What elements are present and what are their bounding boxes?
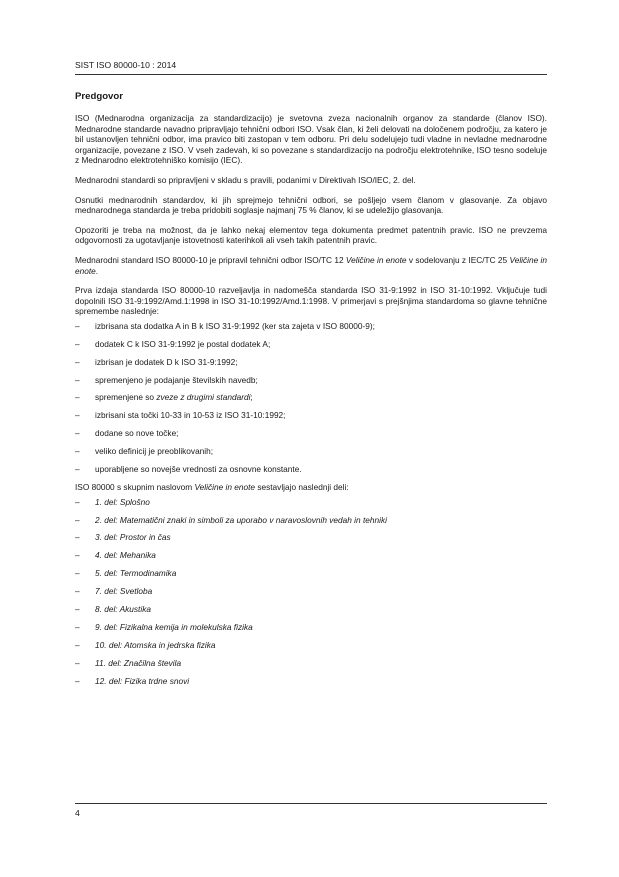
paragraph-patents: Opozoriti je treba na možnost, da je lahko nekaj elementov tega dokumenta predmet patentnih pravic. ISO ne prevzema odgovornosti za ugotavljanje istovetnosti katerihkoli ali vseh takih patentnih pravic.	[75, 224, 547, 246]
part-item	[75, 658, 547, 669]
part-item	[75, 568, 547, 579]
changes-list	[75, 321, 547, 475]
part-item	[75, 622, 547, 633]
part-title: 12. del: Fizika trdne snovi	[95, 676, 190, 687]
change-text-after: ;	[250, 392, 253, 403]
part-title: 9. del: Fizikalna kemija in molekulska fizika	[95, 622, 253, 633]
dash-marker: –	[75, 464, 80, 475]
part-item	[75, 497, 547, 508]
change-text: izbrisan je dodatek D k ISO 31-9:1992;	[95, 356, 238, 367]
change-item	[75, 392, 547, 403]
page-number: 4	[75, 808, 80, 818]
part-title: 2. del: Matematični znaki in simboli za uporabo v naravoslovnih vedah in tehniki	[95, 514, 387, 525]
dash-marker: –	[75, 338, 80, 349]
dash-marker: –	[75, 514, 80, 525]
dash-marker: –	[75, 586, 80, 597]
change-text: veliko definicij je preoblikovanih;	[95, 446, 214, 457]
change-item	[75, 357, 547, 368]
dash-marker: –	[75, 392, 80, 403]
change-text-italic: zveze z drugimi standardi	[156, 392, 251, 403]
series-text-before: ISO 80000 s skupnim naslovom	[75, 481, 195, 492]
series-text-after: sestavljajo naslednji deli:	[255, 481, 349, 492]
tc-text-italic-1: Veličine in enote	[345, 254, 407, 265]
part-title: 1. del: Splošno	[95, 496, 150, 507]
part-item	[75, 550, 547, 561]
paragraph-iso-intro: ISO (Mednarodna organizacija za standardizacijo) je svetovna zveza nacionalnih organov za standarde (članov ISO). Mednarodne standarde navadno pripravljajo tehnični odbori ISO. Vsak član, ki želi delovati na določenem področju, za katero je bil ustanovljen tehnični odbor, ima pravico biti zastopan v tem odboru. Pri delu sodelujejo tudi vladne in nevladne mednarodne organizacije, povezane z ISO. V vseh zadevah, ki so povezane s standardizacijo na področju elektrotehnike, ISO tesno sodeluje z Mednarodno elektrotehniško komisijo (IEC).	[75, 113, 547, 166]
dash-marker: –	[75, 374, 80, 385]
dash-marker: –	[75, 604, 80, 615]
change-text: dodane so nove točke;	[95, 428, 179, 439]
dash-marker: –	[75, 550, 80, 561]
dash-marker: –	[75, 428, 80, 439]
parts-list	[75, 497, 547, 687]
paragraph-edition: Prva izdaja standarda ISO 80000-10 razveljavlja in nadomešča standarda ISO 31-9:1992 in ISO 31-10:1992. Vključuje tudi dopolnili ISO 31-9:1992/Amd.1:1998 in ISO 31-10:1992/Amd.1:1998. V primerjavi s prejšnjima standardoma so glavne tehnične spremembe naslednje:	[75, 285, 547, 317]
dash-marker: –	[75, 640, 80, 651]
part-title: 10. del: Atomska in jedrska fizika	[95, 640, 216, 651]
change-text: izbrisani sta točki 10-33 in 10-53 iz ISO 31-10:1992;	[95, 410, 286, 421]
change-item	[75, 375, 547, 386]
part-title: 7. del: Svetloba	[95, 586, 153, 597]
part-item	[75, 515, 547, 526]
paragraph-technical-committee	[75, 255, 547, 276]
change-item	[75, 321, 547, 332]
dash-marker: –	[75, 446, 80, 457]
dash-marker: –	[75, 568, 80, 579]
change-item	[75, 464, 547, 475]
tc-text-before: Mednarodni standard ISO 80000-10 je pripravil tehnični odbor ISO/TC 12	[75, 254, 346, 265]
part-title: 3. del: Prostor in čas	[95, 532, 171, 543]
tc-text-italic-2: Veličine in enote	[75, 254, 548, 276]
dash-marker: –	[75, 676, 80, 687]
part-title: 5. del: Termodinamika	[95, 568, 177, 579]
part-title: 8. del: Akustika	[95, 604, 151, 615]
part-title: 4. del: Mehanika	[95, 550, 156, 561]
change-item	[75, 428, 547, 439]
part-title: 11. del: Značilna števila	[95, 658, 182, 669]
change-text: dodatek C k ISO 31-9:1992 je postal dodatek A;	[95, 338, 271, 349]
change-text: izbrisana sta dodatka A in B k ISO 31-9:1992 (ker sta zajeta v ISO 80000-9);	[95, 320, 375, 331]
part-item	[75, 604, 547, 615]
paragraph-series	[75, 482, 547, 493]
change-item	[75, 410, 547, 421]
paragraph-directives: Mednarodni standardi so pripravljeni v skladu s pravili, podanimi v Direktivah ISO/IEC, 2. del.	[75, 174, 416, 185]
dash-marker: –	[75, 410, 80, 421]
dash-marker: –	[75, 496, 80, 507]
footer-rule	[75, 803, 547, 804]
change-item	[75, 339, 547, 350]
series-text-italic: Veličine in enote	[194, 481, 256, 492]
tc-text-middle: v sodelovanju z IEC/TC 25	[406, 254, 510, 265]
part-item	[75, 586, 547, 597]
change-text: spremenjeno je podajanje številskih navedb;	[95, 374, 258, 385]
dash-marker: –	[75, 658, 80, 669]
page-content	[75, 91, 547, 694]
header-rule	[75, 74, 547, 75]
tc-text-after: .	[95, 265, 99, 276]
section-title: Predgovor	[75, 91, 123, 102]
dash-marker: –	[75, 622, 80, 633]
dash-marker: –	[75, 356, 80, 367]
part-item	[75, 640, 547, 651]
change-text: uporabljene so novejše vrednosti za osnovne konstante.	[95, 464, 302, 475]
dash-marker: –	[75, 320, 80, 331]
change-text: spremenjene so	[95, 392, 157, 403]
document-header-id: SIST ISO 80000-10 : 2014	[75, 60, 177, 70]
dash-marker: –	[75, 532, 80, 543]
part-item	[75, 532, 547, 543]
part-item	[75, 676, 547, 687]
paragraph-voting: Osnutki mednarodnih standardov, ki jih sprejmejo tehnični odbori, se pošljejo vsem članom v glasovanje. Za objavo mednarodnega standarda je treba pridobiti soglasje najmanj 75 % članov, ki se udeležijo glasovanja.	[75, 194, 547, 216]
change-item	[75, 446, 547, 457]
